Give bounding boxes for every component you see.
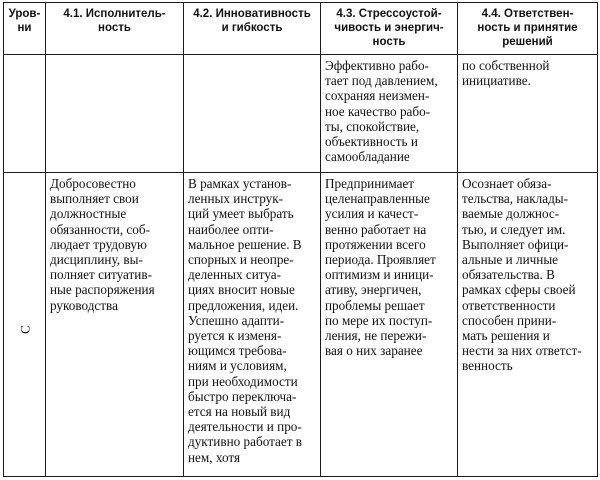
competency-table (3, 2, 598, 477)
header-performance: 4.1. Исполнитель- ность (46, 3, 184, 55)
cell-level-c (4, 173, 46, 477)
header-stress-resistance: 4.3. Стрессоустой- чивость и энергич- ность (321, 3, 458, 55)
header-responsibility-decisions: 4.4. Ответствен- ность и принятие решений (458, 3, 598, 55)
header-innovation-flexibility: 4.2. Инновативность и гибкость (184, 3, 321, 55)
cell-performance-empty (46, 55, 184, 173)
table-header-row (4, 3, 598, 55)
cell-level-empty (4, 55, 46, 173)
cell-responsibility-continuation: по собственной инициативе. (458, 55, 598, 173)
level-c-label: С (17, 325, 32, 334)
table-row-continuation (4, 55, 598, 173)
cell-innovation-c: В рамках установ- ленных инструк- ций умеет выбрать наиболее опти- мальное решение. В спорных и неопре- деленных ситуа- циях вносит новые предложения, идеи. Успешно адапти- руется к изменя- ющимся требова- ниям и условиям, при необходимости быстро переключа- ется на новый вид деятельности и про- дуктивно работает в нем, хотя (184, 173, 321, 477)
cell-performance-c: Добросовестно выполняет свои должностные обязанности, соб- людает трудовую дисциплину, вы- полняет ситуатив- ные распоряжения руководства (46, 173, 184, 477)
cell-stress-continuation: Эффективно рабо- тает под давлением, сохраняя неизмен- ное качество рабо- ты, спокойствие, объективность и самообладание (321, 55, 458, 173)
cell-stress-c: Предпринимает целенаправленные усилия и качест- венно работает на протяжении всего периода. Проявляет оптимизм и иници- ативу, энергичен, проблемы решает по мере их поступ- ления, не пережи- вая о них заранее (321, 173, 458, 477)
cell-innovation-empty (184, 55, 321, 173)
header-level: Уров- ни (4, 3, 46, 55)
table-row-level-c (4, 173, 598, 477)
cell-responsibility-c: Осознает обяза- тельства, наклады- ваемые должнос- тью, и следует им. Выполняет офици- альные и личные обязательства. В рамках сферы своей ответственности способен прини- мать решения и нести за них ответст- венность (458, 173, 598, 477)
